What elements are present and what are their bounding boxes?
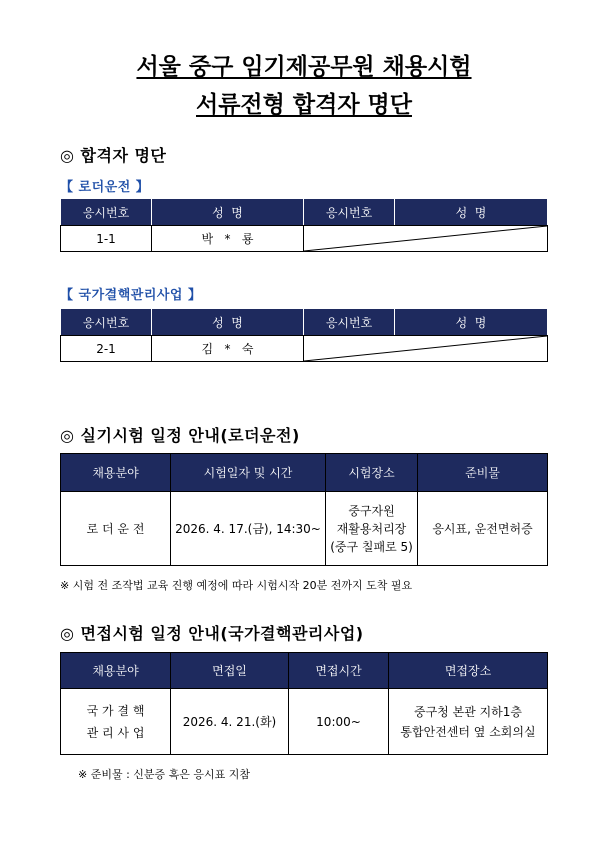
place-line: 통합안전센터 옆 소회의실	[400, 724, 536, 739]
passers-table-loader	[60, 198, 548, 252]
header-place: 시험장소	[326, 454, 418, 492]
header-name: 성 명	[395, 199, 548, 226]
category-loader: 【 로더운전 】	[60, 180, 150, 195]
place-line: 중구자원	[348, 503, 395, 518]
header-exam-number: 응시번호	[304, 309, 395, 336]
header-exam-number: 응시번호	[61, 309, 152, 336]
interview-note: ※ 준비물 : 신분증 혹은 응시표 지참	[78, 768, 251, 781]
header-datetime: 시험일자 및 시간	[171, 454, 326, 492]
header-exam-number: 응시번호	[304, 199, 395, 226]
header-name: 성 명	[152, 199, 304, 226]
cell-date: 2026. 4. 21.(화)	[171, 689, 289, 755]
empty-slashed-cell	[304, 226, 548, 252]
cell-items: 응시표, 운전면허증	[418, 492, 548, 566]
header-items: 준비물	[418, 454, 548, 492]
empty-slashed-cell	[304, 336, 548, 362]
cell-datetime: 2026. 4. 17.(금), 14:30~	[171, 492, 326, 566]
cell-name: 김 * 숙	[152, 336, 304, 362]
header-time: 면접시간	[289, 653, 389, 689]
cell-exam-number: 1-1	[61, 226, 152, 252]
header-exam-number: 응시번호	[61, 199, 152, 226]
cell-name: 박 * 룡	[152, 226, 304, 252]
interview-heading: ◎ 면접시험 일정 안내(국가결핵관리사업)	[60, 624, 364, 643]
header-name: 성 명	[152, 309, 304, 336]
field-line: 관 리 사 업	[86, 725, 145, 740]
document-title-line2: 서류전형 합격자 명단	[196, 92, 412, 118]
place-line: 중구청 본관 지하1층	[413, 704, 522, 719]
cell-exam-number: 2-1	[61, 336, 152, 362]
document-title-line1: 서울 중구 임기제공무원 채용시험	[136, 54, 472, 80]
header-field: 채용분야	[61, 653, 171, 689]
category-tb: 【 국가결핵관리사업 】	[60, 288, 202, 303]
header-name: 성 명	[395, 309, 548, 336]
practical-note: ※ 시험 전 조작법 교육 진행 예정에 따라 시험시작 20분 전까지 도착 필요	[60, 579, 413, 592]
passers-heading: ◎ 합격자 명단	[60, 146, 167, 165]
cell-place	[389, 689, 548, 755]
cell-field	[61, 689, 171, 755]
practical-heading: ◎ 실기시험 일정 안내(로더운전)	[60, 426, 300, 445]
cell-time: 10:00~	[289, 689, 389, 755]
place-line: (중구 칠패로 5)	[330, 539, 413, 554]
cell-place	[326, 492, 418, 566]
cell-field: 로 더 운 전	[61, 492, 171, 566]
header-date: 면접일	[171, 653, 289, 689]
place-line: 재활용처리장	[336, 521, 407, 536]
header-field: 채용분야	[61, 454, 171, 492]
interview-schedule-table	[60, 652, 548, 755]
field-line: 국 가 결 핵	[86, 703, 145, 718]
passers-table-tb	[60, 308, 548, 362]
header-place: 면접장소	[389, 653, 548, 689]
practical-schedule-table	[60, 453, 548, 566]
